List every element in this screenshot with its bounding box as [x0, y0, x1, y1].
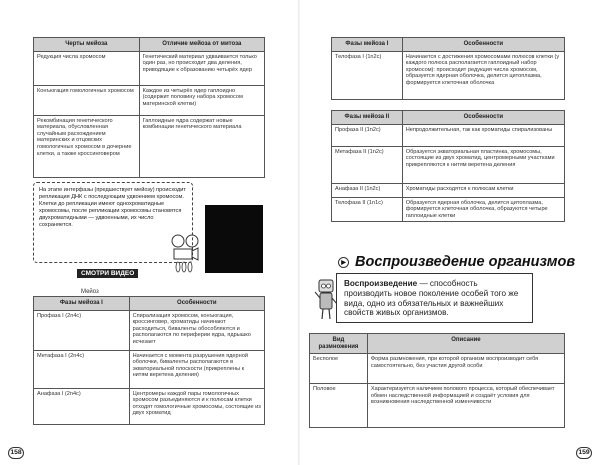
reproduction-types-table: [309, 333, 565, 428]
table-cell: Центромеры каждой пары гомологичных хромосом разъединяются и к полюсам клетки отходят гомологичные хромосомы, состоящие из двух хроматид: [129, 388, 264, 424]
table-cell: Редукция числа хромосом: [34, 51, 140, 85]
meiosis-phase2-table: [331, 110, 565, 222]
section-title: [338, 254, 575, 270]
mascot-robot-icon: [314, 278, 338, 322]
table-row: [332, 124, 565, 146]
meiosis-telophase1-table: [331, 37, 565, 100]
table-row: [332, 197, 565, 222]
table-cell: Каждое из четырёх ядер гаплоидно (содержит половину набора хромосом материнской клетки): [139, 85, 264, 115]
table-row: [310, 354, 565, 384]
table-cell: Телофаза I (1n2c): [332, 51, 403, 99]
table-cell: Образуется экваториальная пластинка, хромосомы, состоящие из двух хроматид, центромерными участками прикрепляются к нитям веретена деления: [402, 146, 564, 183]
table-header: Особенности: [402, 111, 564, 125]
table-row: [34, 51, 265, 85]
table-row: [34, 310, 265, 350]
table-cell: Анафаза II (1n2c): [332, 183, 403, 197]
play-bullet-icon: ▶: [338, 257, 349, 268]
table-row: [34, 350, 265, 388]
meiosis-features-table: [33, 37, 265, 178]
video-qr-code[interactable]: [205, 205, 263, 273]
table-header: Черты мейоза: [34, 38, 140, 52]
table-header: Фазы мейоза I: [34, 297, 130, 311]
table-cell: Профаза I (2n4c): [34, 310, 130, 350]
definition-text: — способность производить новое поколение особей того же вида, одно из обязательных и важнейших свойств живых организмов.: [344, 279, 519, 318]
table-cell: Рекомбинация генетического материала, обусловленная случайным расхождением материнских и отцовских гомологичных хромосом в дочерние клетки, а также кроссинговером: [34, 115, 140, 177]
table-row: [34, 115, 265, 177]
definition-box: [336, 273, 533, 323]
video-link[interactable]: [77, 262, 145, 295]
table-cell: Непродолжительная, так как хроматиды спирализованы: [402, 124, 564, 146]
table-cell: Бесполое: [310, 354, 368, 384]
table-cell: Форма размножения, при которой организм воспроизводит себя самостоятельно, без участия другой особи: [367, 354, 564, 384]
table-cell: Образуется ядерная оболочка, делится цитоплазма, формируется клеточная оболочка, образуются четыре гаплоидные клетки: [402, 197, 564, 222]
table-cell: Половое: [310, 384, 368, 428]
table-cell: Метафаза I (2n4c): [34, 350, 130, 388]
table-header: Вид размножения: [310, 334, 368, 354]
meiosis-phase1-table: [33, 296, 265, 425]
video-title: Мейоз: [81, 289, 99, 295]
table-cell: Начинается с момента разрушения ядерной оболочки, биваленты располагаются в экваториальной плоскости (прикреплены к нитям веретена деления): [129, 350, 264, 388]
film-reel-icon: [170, 233, 200, 273]
table-row: [332, 183, 565, 197]
table-header: Фазы мейоза II: [332, 111, 403, 125]
page-number: 158: [8, 447, 24, 459]
table-row: [34, 85, 265, 115]
table-cell: Конъюгация гомологичных хромосом: [34, 85, 140, 115]
table-header: Описание: [367, 334, 564, 354]
table-cell: Профаза II (1n2c): [332, 124, 403, 146]
table-cell: Спирализация хромосом, конъюгация, кроссинговер, хроматиды начинают расходиться, биваленты обособляются и располагаются по периферии ядра, ядрышко исчезает: [129, 310, 264, 350]
right-page: [300, 0, 600, 465]
page-number: 159: [576, 447, 592, 459]
table-header: Особенности: [129, 297, 264, 311]
table-row: [34, 388, 265, 424]
table-cell: Телофаза II (1n1c): [332, 197, 403, 222]
table-header: Фазы мейоза I: [332, 38, 403, 52]
table-cell: Генетический материал удваивается только один раз, но происходит два деления, приводящие к образованию четырёх ядер: [139, 51, 264, 85]
table-row: [332, 51, 565, 99]
table-header: Отличие мейоза от митоза: [139, 38, 264, 52]
table-cell: Гаплоидные ядра содержат новые комбинации генетического материала: [139, 115, 264, 177]
table-cell: Начинается с достижения хромосомами полюсов клетки (у каждого полюса располагается гаплоидный набор хромосом): происходит редукция числа хромосом, образуется ядерная оболочка, делится цитоплазма, формируется клеточная оболочка: [402, 51, 564, 99]
interphase-note: На этапе интерфазы (предшествует мейозу) происходит репликация ДНК с последующим удвоением хромосом. Клетки до репликации имеют однохроматидные хромосомы, после репликации хромосомы становятся двухроматидными — удвоенными, их число сохраняется.: [33, 182, 193, 263]
table-row: [310, 384, 565, 428]
table-cell: Анафаза I (2n4c): [34, 388, 130, 424]
table-cell: Характеризуется наличием полового процесса, который обеспечивает обмен наследственной информацией и создаёт условия для возникновения наследственной изменчивости: [367, 384, 564, 428]
table-row: [332, 146, 565, 183]
table-cell: Хроматиды расходятся к полюсам клетки: [402, 183, 564, 197]
definition-term: Воспроизведение: [344, 279, 418, 288]
video-label: СМОТРИ ВИДЕО: [77, 269, 138, 278]
table-header: Особенности: [402, 38, 564, 52]
section-title-text: Воспроизведение организмов: [355, 254, 576, 270]
table-cell: Метафаза II (1n2c): [332, 146, 403, 183]
